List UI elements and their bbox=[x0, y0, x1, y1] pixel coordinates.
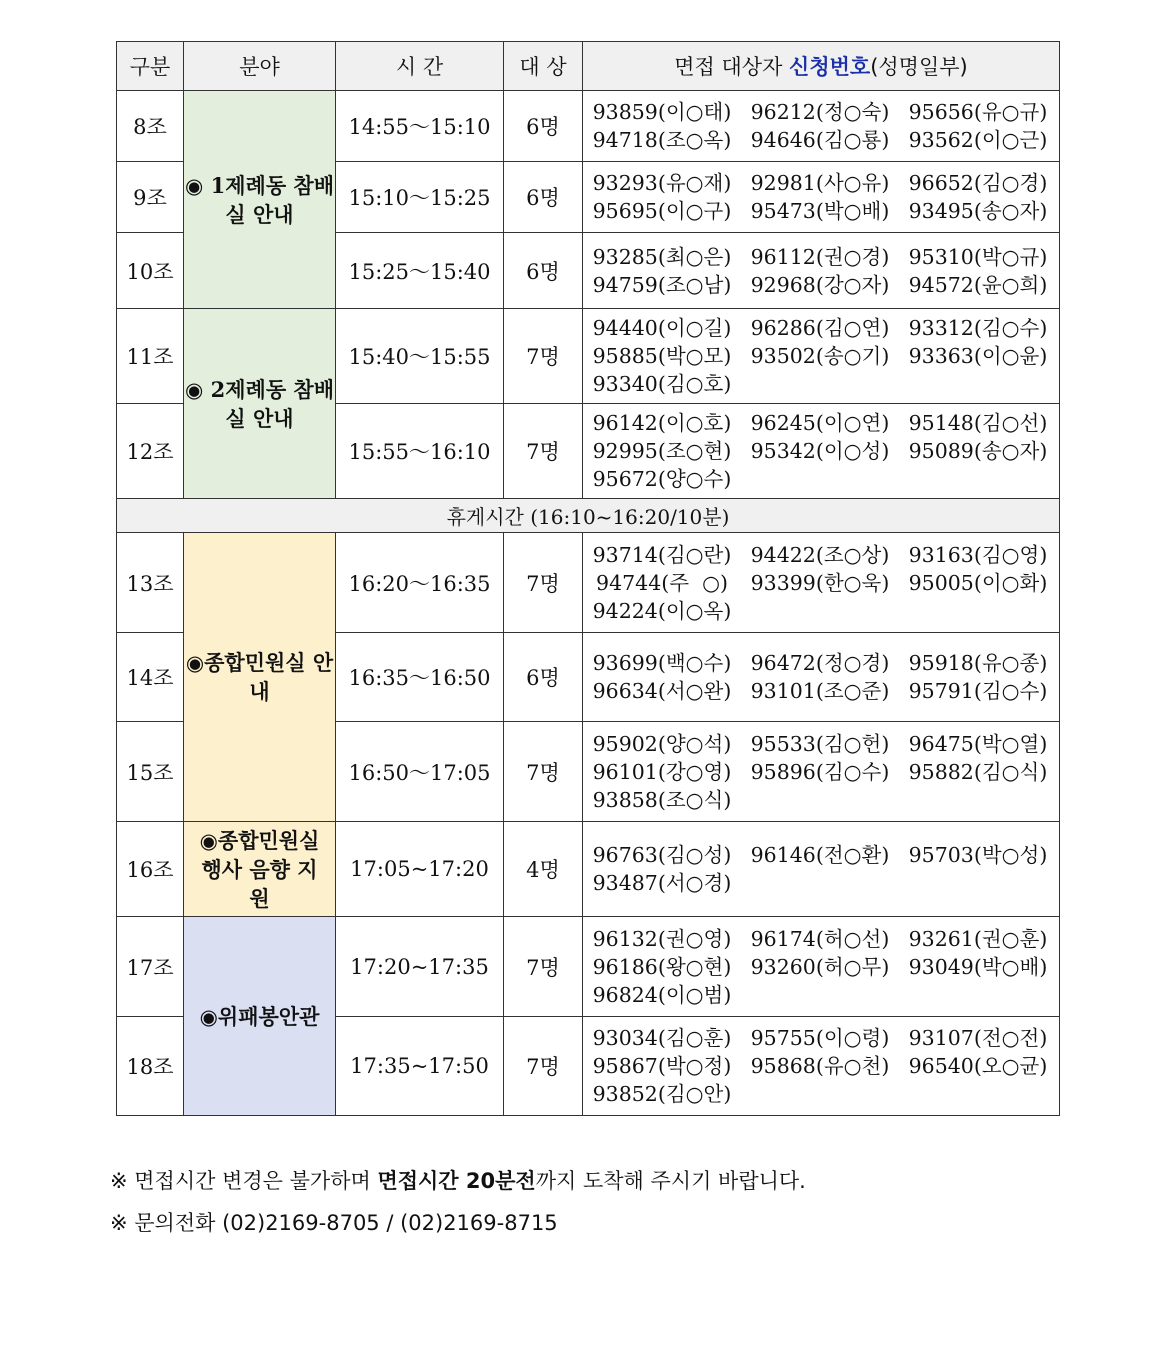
applicant-entry: 93714(김○란) bbox=[592, 542, 732, 567]
applicant-entry: 96112(권○경) bbox=[750, 244, 890, 269]
applicant-entry: 95148(김○선) bbox=[908, 411, 1048, 435]
applicant-entry: 93101(조○준) bbox=[750, 679, 890, 703]
applicant-entry: 93049(박○배) bbox=[908, 954, 1048, 979]
applicant-entry: 96101(강○영) bbox=[592, 759, 732, 784]
table-header-row bbox=[117, 42, 1060, 91]
applicant-entry: 93859(이○태) bbox=[592, 100, 732, 124]
count-cell: 7명 bbox=[504, 309, 583, 404]
applicant-entry: 94422(조○상) bbox=[750, 542, 890, 567]
time-cell: 14:55～15:10 bbox=[336, 91, 504, 162]
applicant-entry: 95089(송○자) bbox=[908, 439, 1048, 463]
applicant-entry: 95310(박○규) bbox=[908, 244, 1048, 269]
applicant-entry: 96142(이○호) bbox=[592, 411, 732, 435]
time-cell: 17:20~17:35 bbox=[336, 917, 504, 1017]
applicants-cell bbox=[583, 309, 1060, 404]
header-applicants-highlight: 신청번호 bbox=[789, 55, 871, 79]
applicant-entry: 93699(백○수) bbox=[592, 651, 732, 675]
time-cell: 16:35～16:50 bbox=[336, 633, 504, 722]
time-cell: 17:35~17:50 bbox=[336, 1017, 504, 1116]
applicant-entry: 95005(이○화) bbox=[908, 570, 1048, 595]
applicant-entry: 96472(정○경) bbox=[750, 651, 890, 675]
applicant-entry: 96174(허○선) bbox=[750, 926, 890, 951]
table-row bbox=[117, 91, 1060, 162]
note-arrival-emphasis: 면접시간 20분전 bbox=[377, 1169, 536, 1193]
table-row bbox=[117, 533, 1060, 633]
note-arrival-prefix: ※ 면접시간 변경은 불가하며 bbox=[110, 1169, 378, 1193]
table-row bbox=[117, 822, 1060, 917]
applicant-entry: 95896(김○수) bbox=[750, 759, 890, 784]
header-field: 분야 bbox=[184, 42, 336, 91]
applicant-entry: 93852(김○안) bbox=[592, 1082, 732, 1106]
note-arrival-suffix: 까지 도착해 주시기 바랍니다. bbox=[535, 1169, 806, 1193]
header-count: 대 상 bbox=[504, 42, 583, 91]
applicant-entry: 94718(조○옥) bbox=[592, 128, 732, 152]
group-cell: 17조 bbox=[117, 917, 184, 1017]
header-group: 구분 bbox=[117, 42, 184, 91]
time-cell: 15:40～15:55 bbox=[336, 309, 504, 404]
applicant-entry: 95791(김○수) bbox=[908, 679, 1048, 703]
table-row bbox=[117, 917, 1060, 1017]
applicant-entry: 93034(김○훈) bbox=[592, 1026, 732, 1050]
applicant-entry: 95473(박○배) bbox=[750, 199, 890, 223]
applicant-entry: 93502(송○기) bbox=[750, 344, 890, 368]
applicant-entry: 96475(박○열) bbox=[908, 731, 1048, 756]
applicant-entry: 94572(윤○희) bbox=[908, 272, 1048, 297]
applicant-entry: 96186(왕○현) bbox=[592, 954, 732, 979]
time-cell: 15:10～15:25 bbox=[336, 162, 504, 233]
applicants-cell bbox=[583, 233, 1060, 309]
applicant-entry: 95882(김○식) bbox=[908, 759, 1048, 784]
note-arrival bbox=[110, 1160, 806, 1202]
field-cell-sound-support: ◉종합민원실 행사 음향 지원 bbox=[184, 822, 336, 917]
time-cell: 15:55～16:10 bbox=[336, 404, 504, 499]
applicant-entry: 96540(오○균) bbox=[908, 1054, 1048, 1078]
group-cell: 11조 bbox=[117, 309, 184, 404]
applicant-entry: 94646(김○룡) bbox=[750, 128, 890, 152]
header-applicants-prefix: 면접 대상자 bbox=[674, 55, 790, 79]
applicant-entry: 92995(조○현) bbox=[592, 439, 732, 463]
applicant-entry: 96824(이○범) bbox=[592, 982, 732, 1007]
interview-schedule-table bbox=[116, 41, 1060, 1116]
break-row bbox=[117, 499, 1060, 533]
applicant-entry: 95868(유○천) bbox=[750, 1054, 890, 1078]
applicants-cell bbox=[583, 822, 1060, 917]
field-cell-civil-service: ◉종합민원실 안내 bbox=[184, 533, 336, 822]
field-cell-1jeryedong: ◉ 1제례동 참배실 안내 bbox=[184, 91, 336, 309]
applicant-entry: 95867(박○정) bbox=[592, 1054, 732, 1078]
applicant-entry: 93487(서○경) bbox=[592, 871, 732, 895]
applicant-entry: 93163(김○영) bbox=[908, 542, 1048, 567]
applicant-entry: 95342(이○성) bbox=[750, 439, 890, 463]
header-applicants bbox=[583, 42, 1060, 91]
applicant-entry: 95533(김○헌) bbox=[750, 731, 890, 756]
header-applicants-suffix: (성명일부) bbox=[870, 55, 968, 79]
count-cell: 6명 bbox=[504, 91, 583, 162]
applicants-cell bbox=[583, 917, 1060, 1017]
applicant-entry: 93363(이○윤) bbox=[908, 344, 1048, 368]
applicant-entry: 95695(이○구) bbox=[592, 199, 732, 223]
applicant-entry: 96212(정○숙) bbox=[750, 100, 890, 124]
applicant-entry: 93261(권○훈) bbox=[908, 926, 1048, 951]
group-cell: 14조 bbox=[117, 633, 184, 722]
applicant-entry: 93107(전○전) bbox=[908, 1026, 1048, 1050]
applicant-entry: 95672(양○수) bbox=[592, 467, 732, 491]
group-cell: 9조 bbox=[117, 162, 184, 233]
break-time-text: 휴게시간 (16:10~16:20/10분) bbox=[117, 499, 1060, 533]
count-cell: 7명 bbox=[504, 404, 583, 499]
applicant-entry: 95902(양○석) bbox=[592, 731, 732, 756]
field-cell-2jeryedong: ◉ 2제례동 참배실 안내 bbox=[184, 309, 336, 499]
applicant-entry: 93293(유○재) bbox=[592, 171, 732, 195]
applicant-entry: 94744(주 ○) bbox=[596, 570, 728, 595]
note-contact: ※ 문의전화 (02)2169-8705 / (02)2169-8715 bbox=[110, 1211, 558, 1235]
time-cell: 15:25～15:40 bbox=[336, 233, 504, 309]
group-cell: 16조 bbox=[117, 822, 184, 917]
applicant-entry: 96132(권○영) bbox=[592, 926, 732, 951]
group-cell: 12조 bbox=[117, 404, 184, 499]
applicants-cell bbox=[583, 533, 1060, 633]
applicant-entry: 93399(한○욱) bbox=[750, 570, 890, 595]
applicant-entry: 93340(김○호) bbox=[592, 372, 732, 396]
applicant-entry: 94440(이○길) bbox=[592, 316, 732, 340]
time-cell: 16:20～16:35 bbox=[336, 533, 504, 633]
applicant-entry: 96763(김○성) bbox=[592, 843, 732, 867]
applicants-cell bbox=[583, 1017, 1060, 1116]
applicant-entry: 93858(조○식) bbox=[592, 787, 732, 812]
time-cell: 17:05~17:20 bbox=[336, 822, 504, 917]
applicants-cell bbox=[583, 162, 1060, 233]
count-cell: 7명 bbox=[504, 1017, 583, 1116]
applicant-entry: 93260(허○무) bbox=[750, 954, 890, 979]
applicant-entry: 92981(사○유) bbox=[750, 171, 890, 195]
applicant-entry: 96286(김○연) bbox=[750, 316, 890, 340]
group-cell: 15조 bbox=[117, 722, 184, 822]
applicants-cell bbox=[583, 633, 1060, 722]
applicant-entry: 94759(조○남) bbox=[592, 272, 732, 297]
applicant-entry: 95918(유○종) bbox=[908, 651, 1048, 675]
applicant-entry: 96652(김○경) bbox=[908, 171, 1048, 195]
count-cell: 7명 bbox=[504, 722, 583, 822]
applicant-entry: 93312(김○수) bbox=[908, 316, 1048, 340]
table-row bbox=[117, 309, 1060, 404]
applicants-cell bbox=[583, 404, 1060, 499]
applicant-entry: 95885(박○모) bbox=[592, 344, 732, 368]
applicants-cell bbox=[583, 91, 1060, 162]
applicant-entry: 93495(송○자) bbox=[908, 199, 1048, 223]
count-cell: 4명 bbox=[504, 822, 583, 917]
header-time: 시 간 bbox=[336, 42, 504, 91]
group-cell: 10조 bbox=[117, 233, 184, 309]
group-cell: 8조 bbox=[117, 91, 184, 162]
applicant-entry: 93562(이○근) bbox=[908, 128, 1048, 152]
applicant-entry: 92968(강○자) bbox=[750, 272, 890, 297]
applicant-entry: 94224(이○옥) bbox=[592, 598, 732, 623]
applicant-entry: 96146(전○환) bbox=[750, 843, 890, 867]
time-cell: 16:50～17:05 bbox=[336, 722, 504, 822]
group-cell: 18조 bbox=[117, 1017, 184, 1116]
applicant-entry: 95703(박○성) bbox=[908, 843, 1048, 867]
count-cell: 7명 bbox=[504, 917, 583, 1017]
count-cell: 6명 bbox=[504, 162, 583, 233]
applicant-entry: 95755(이○령) bbox=[750, 1026, 890, 1050]
count-cell: 7명 bbox=[504, 533, 583, 633]
count-cell: 6명 bbox=[504, 233, 583, 309]
notes bbox=[110, 1160, 806, 1244]
group-cell: 13조 bbox=[117, 533, 184, 633]
applicants-cell bbox=[583, 722, 1060, 822]
applicant-entry: 95656(유○규) bbox=[908, 100, 1048, 124]
applicant-entry: 96245(이○연) bbox=[750, 411, 890, 435]
applicant-entry: 93285(최○은) bbox=[592, 244, 732, 269]
applicant-entry: 96634(서○완) bbox=[592, 679, 732, 703]
field-cell-memorial-hall: ◉위패봉안관 bbox=[184, 917, 336, 1116]
count-cell: 6명 bbox=[504, 633, 583, 722]
